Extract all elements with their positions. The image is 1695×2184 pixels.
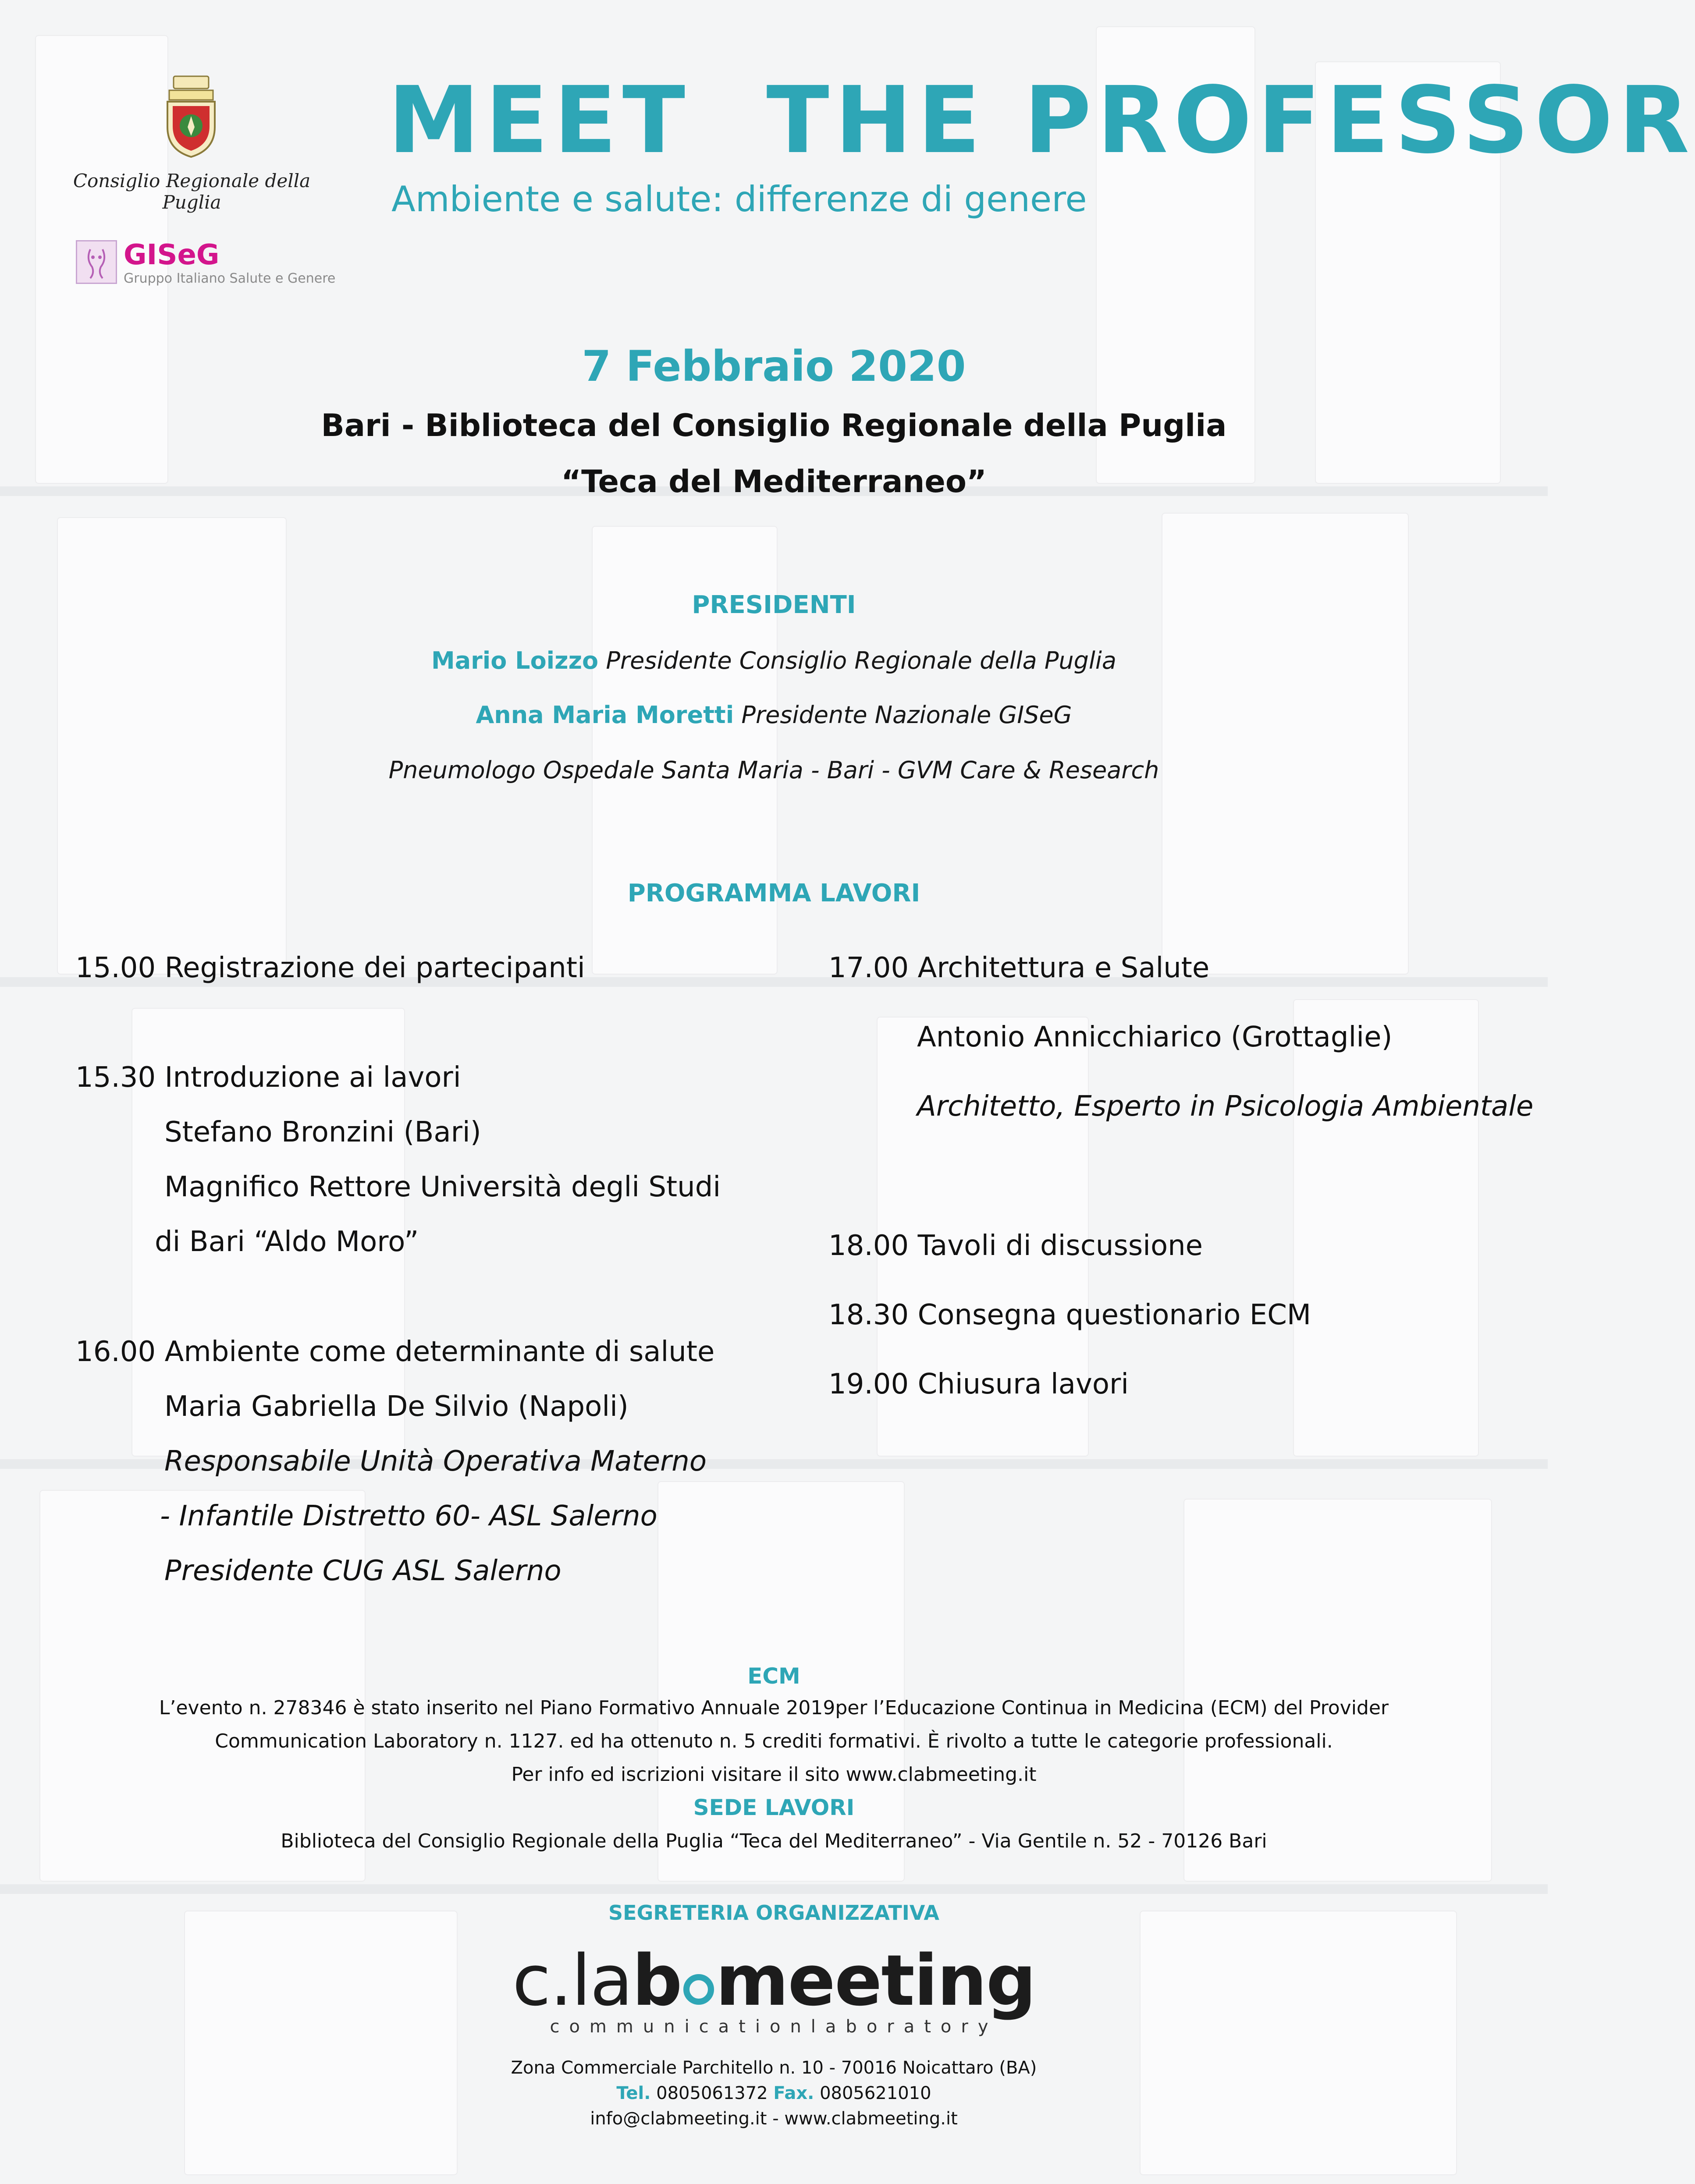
president-row: [0, 701, 1548, 729]
giseg-logo-text: GISeG: [124, 239, 220, 271]
clabmeeting-logo: c.lab meeting: [512, 1939, 1036, 2021]
ecm-heading: ECM: [747, 1663, 800, 1689]
segreteria-address: Zona Commerciale Parchitello n. 10 - 70016 Noicattaro (BA): [511, 2058, 1037, 2078]
ecm-text: Communication Laboratory n. 1127. ed ha ottenuto n. 5 crediti formativi. È rivolto a tutte le categorie professionali.: [215, 1730, 1333, 1752]
program-speaker: Stefano Bronzini (Bari): [164, 1116, 481, 1149]
giseg-face-logo: [76, 240, 117, 284]
programma-heading: PROGRAMMA LAVORI: [627, 879, 920, 908]
sede-heading: SEDE LAVORI: [693, 1795, 855, 1820]
giseg-subtitle: Gruppo Italiano Salute e Genere: [124, 271, 336, 286]
president-extra-role: Pneumologo Ospedale Santa Maria - Bari - GVM Care & Research: [388, 756, 1159, 784]
clab-circle-icon: [683, 1974, 714, 2005]
program-item: 18.30 Consegna questionario ECM: [828, 1299, 1311, 1331]
president-role: Presidente Nazionale GISeG: [741, 701, 1072, 729]
program-item: 19.00 Chiusura lavori: [828, 1368, 1129, 1400]
event-date: 7 Febbraio 2020: [582, 342, 966, 391]
president-role: Presidente Consiglio Regionale della Puglia: [606, 647, 1117, 674]
segreteria-phone: Tel. 0805061372 Fax. 0805621010: [616, 2083, 931, 2103]
program-speaker-role: Responsabile Unità Operativa Materno: [164, 1445, 707, 1478]
clabmeeting-subtitle: communicationlaboratory: [550, 2017, 998, 2037]
presidenti-heading: PRESIDENTI: [692, 591, 856, 619]
program-item: 16.00 Ambiente come determinante di salute: [75, 1336, 715, 1368]
program-speaker-role: di Bari “Aldo Moro”: [155, 1226, 419, 1258]
puglia-crest-logo: [163, 75, 219, 159]
page-title: MEET THE PROFESSOR: [388, 67, 1695, 174]
program-speaker-role: - Infantile Distretto 60- ASL Salerno: [160, 1500, 657, 1532]
program-speaker: Antonio Annicchiarico (Grottaglie): [917, 1021, 1393, 1053]
program-speaker-role: Presidente CUG ASL Salerno: [164, 1555, 561, 1587]
event-venue: Bari - Biblioteca del Consiglio Regionale della Puglia: [321, 408, 1227, 443]
segreteria-web: info@clabmeeting.it - www.clabmeeting.it: [590, 2109, 958, 2129]
president-row: [0, 647, 1548, 674]
president-name: Anna Maria Moretti: [476, 701, 734, 729]
page-subtitle: Ambiente e salute: differenze di genere: [391, 179, 1087, 220]
program-item: 17.00 Architettura e Salute: [828, 952, 1210, 984]
ecm-text: Per info ed iscrizioni visitare il sito www.clabmeeting.it: [511, 1763, 1037, 1786]
program-item: 18.00 Tavoli di discussione: [828, 1230, 1203, 1262]
sede-address: Biblioteca del Consiglio Regionale della Puglia “Teca del Mediterraneo” - Via Gentile n. 52 - 70126 Bari: [281, 1830, 1267, 1852]
crest-caption: Consiglio Regionale della Puglia: [73, 170, 311, 213]
president-name: Mario Loizzo: [431, 647, 599, 674]
event-venue-name: “Teca del Mediterraneo”: [561, 464, 987, 500]
program-speaker-role: Architetto, Esperto in Psicologia Ambientale: [917, 1090, 1534, 1123]
program-speaker: Maria Gabriella De Silvio (Napoli): [164, 1390, 629, 1423]
program-item: 15.00 Registrazione dei partecipanti: [75, 952, 585, 984]
segreteria-heading: SEGRETERIA ORGANIZZATIVA: [608, 1901, 939, 1925]
ecm-text: L’evento n. 278346 è stato inserito nel Piano Formativo Annuale 2019per l’Educazione Continua in Medicina (ECM) del Provider: [159, 1697, 1389, 1719]
program-item: 15.30 Introduzione ai lavori: [75, 1061, 461, 1094]
program-speaker-role: Magnifico Rettore Università degli Studi: [164, 1171, 721, 1203]
